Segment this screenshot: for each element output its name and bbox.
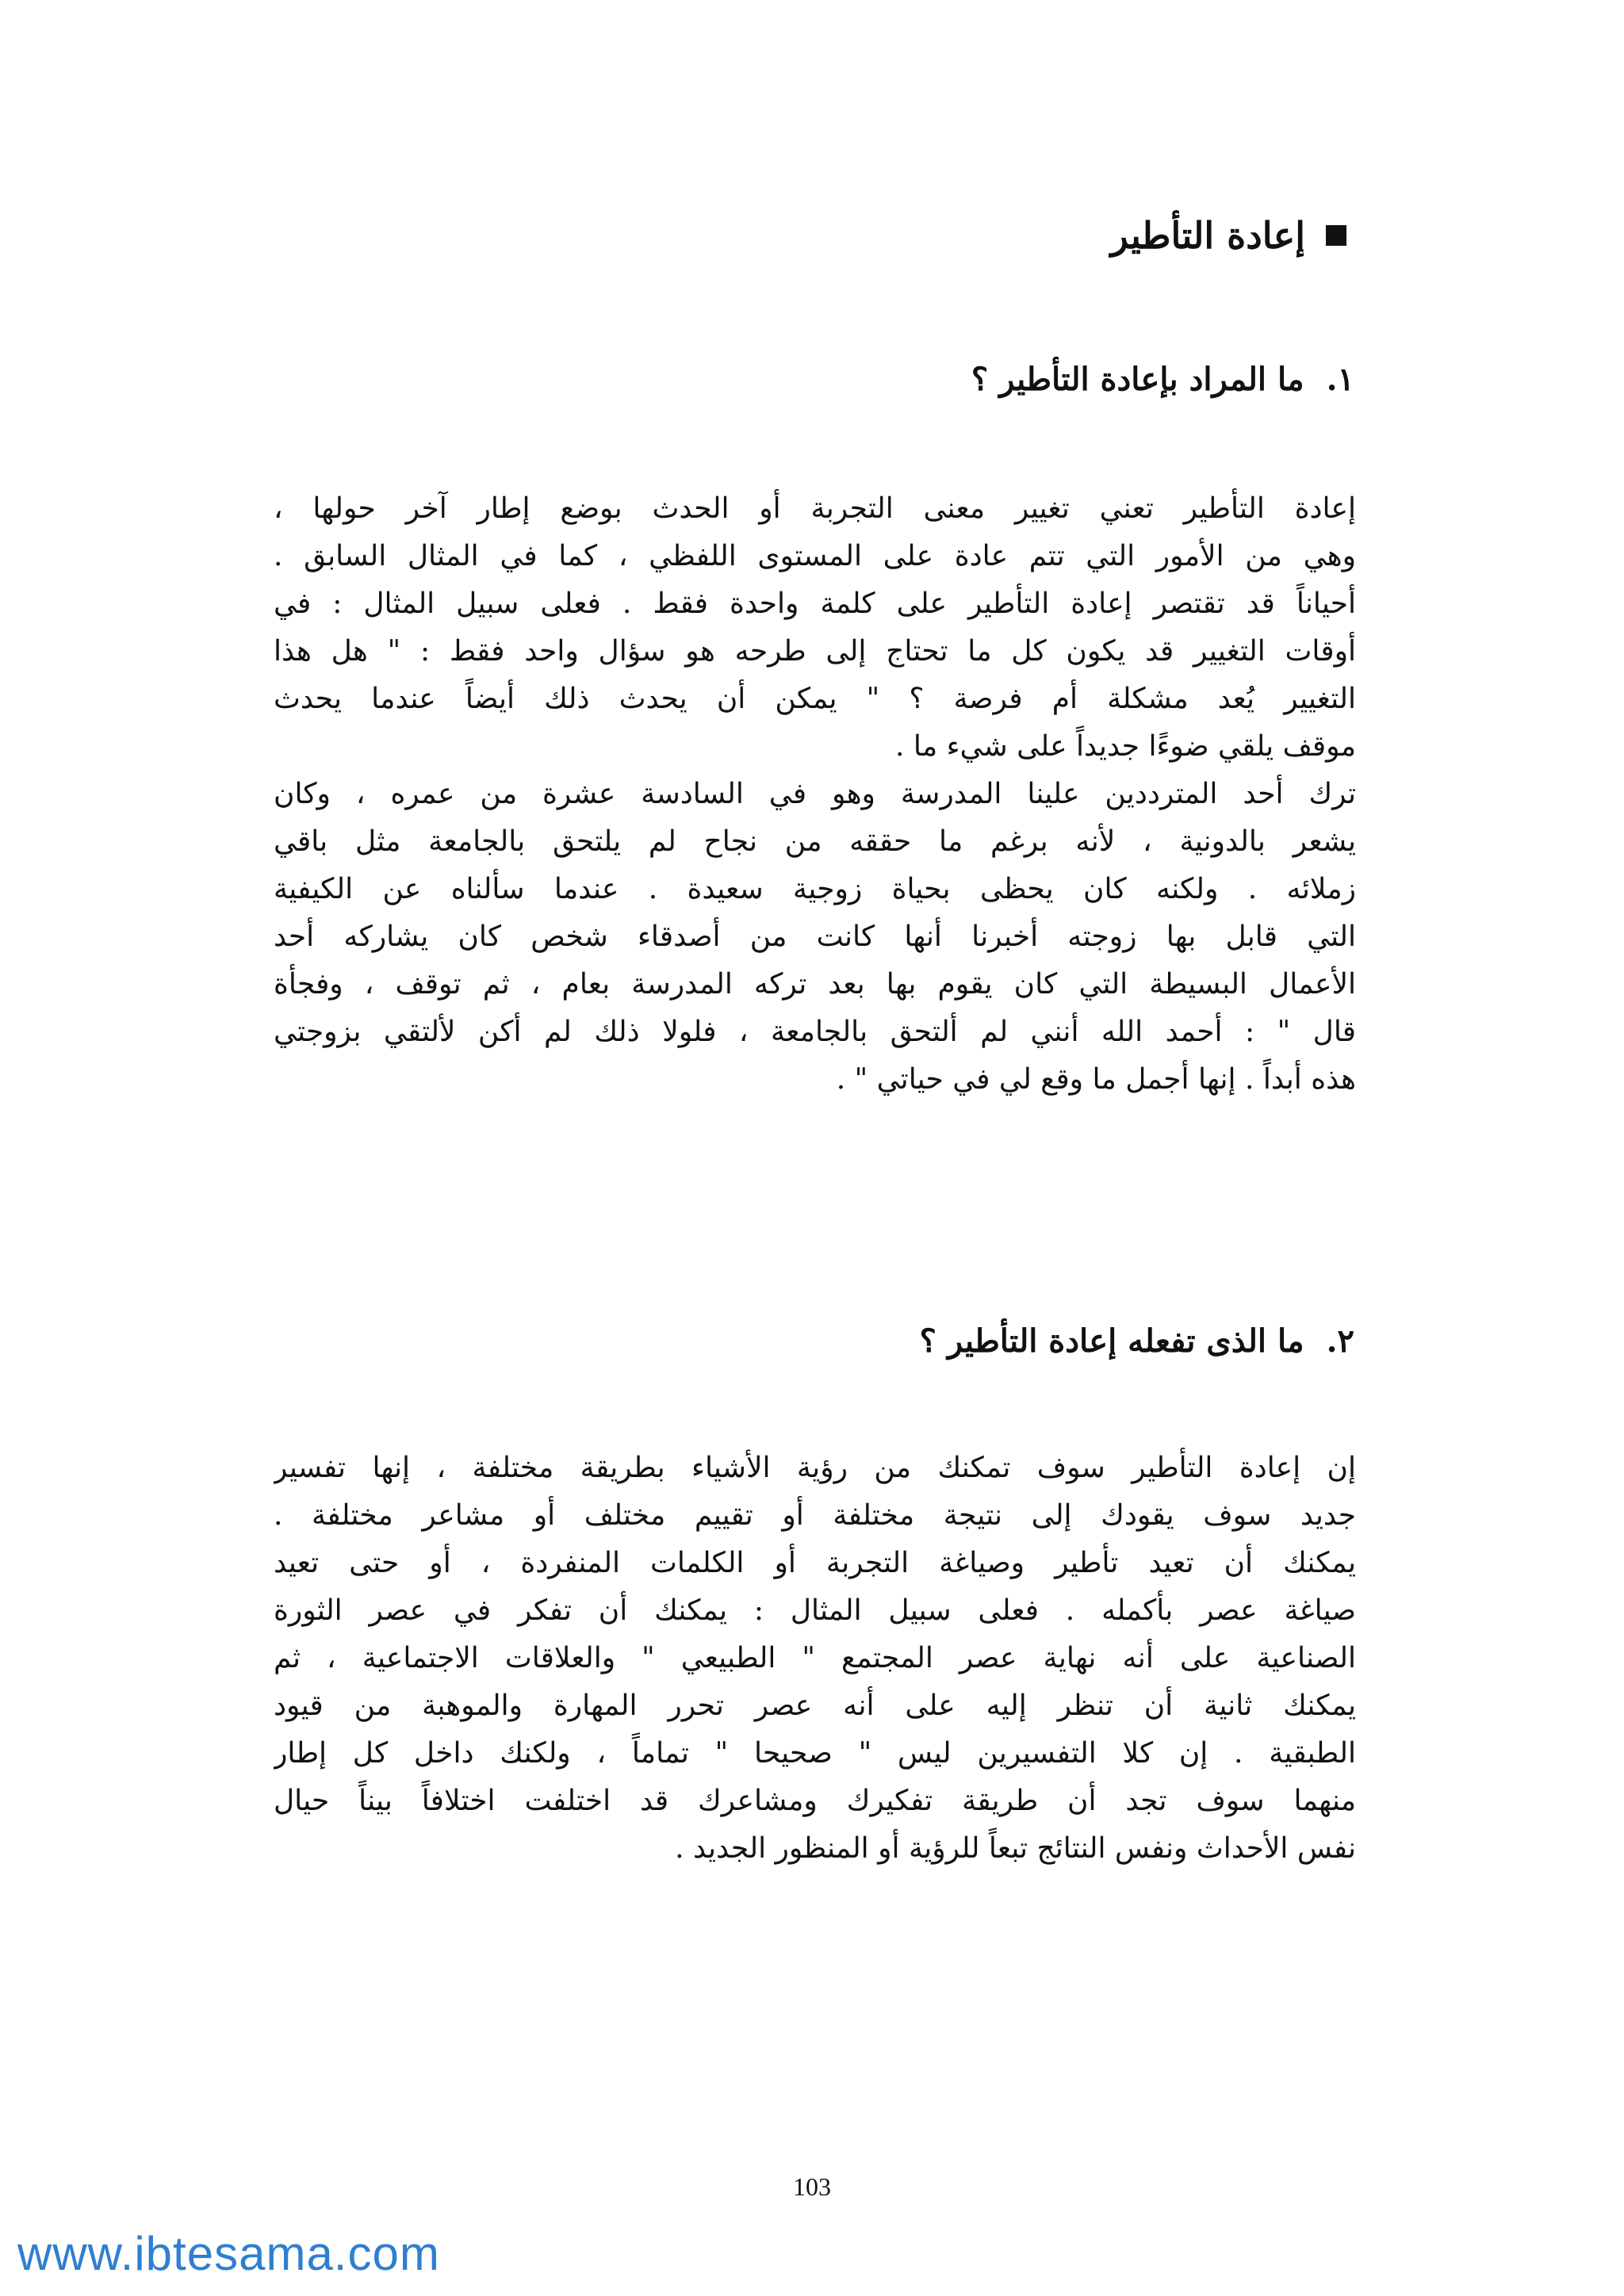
body-line: موقف يلقي ضوءًا جديداً على شيء ما . <box>895 730 1356 763</box>
body-line: زملائه . ولكنه كان يحظى بحياة زوجية سعيدة . عندما سألناه عن الكيفية <box>274 873 1356 905</box>
square-bullet-icon <box>1326 225 1346 246</box>
body-line: الطبقية . إن كلا التفسيرين ليس " صحيحا " تماماً ، ولكنك داخل كل إطار <box>274 1737 1356 1770</box>
section-heading <box>1111 214 1346 257</box>
body-line: التغيير يُعد مشكلة أم فرصة ؟ " يمكن أن يحدث ذلك أيضاً عندما يحدث <box>274 683 1356 715</box>
question-2-body <box>274 1445 1356 1873</box>
body-line: هذه أبداً . إنها أجمل ما وقع لي في حياتي " . <box>836 1063 1356 1096</box>
question-2-number: ٢. <box>1326 1322 1354 1360</box>
body-line: إن إعادة التأطير سوف تمكنك من رؤية الأشياء بطريقة مختلفة ، إنها تفسير <box>274 1452 1356 1484</box>
body-line: ترك أحد المترددين علينا المدرسة وهو في السادسة عشرة من عمره ، وكان <box>274 778 1356 810</box>
body-line: الأعمال البسيطة التي كان يقوم بها بعد تركه المدرسة بعام ، ثم توقف ، وفجأة <box>274 968 1356 1001</box>
body-line: التي قابل بها زوجته أخبرنا أنها كانت من أصدقاء شخص كان يشاركه أحد <box>274 920 1356 953</box>
body-line: قال " : أحمد الله أنني لم ألتحق بالجامعة ، فلولا ذلك لم أكن لألتقي بزوجتي <box>274 1016 1356 1048</box>
body-line: الصناعية على أنه نهاية عصر المجتمع " الطبيعي " والعلاقات الاجتماعية ، ثم <box>274 1642 1356 1674</box>
question-1-body <box>274 485 1356 1104</box>
question-2-text: ما الذى تفعله إعادة التأطير ؟ <box>919 1322 1304 1360</box>
question-1-number: ١. <box>1326 361 1354 398</box>
body-line: إعادة التأطير تعني تغيير معنى التجربة أو الحدث بوضع إطار آخر حولها ، <box>274 492 1356 525</box>
page-number: 103 <box>793 2172 831 2201</box>
body-line: أحياناً قد تقتصر إعادة التأطير على كلمة واحدة فقط . فعلى سبيل المثال : في <box>274 587 1356 620</box>
body-line: منهما سوف تجد أن طريقة تفكيرك ومشاعرك قد اختلفت اختلافاً بيناً حيال <box>274 1785 1356 1817</box>
body-line: يشعر بالدونية ، لأنه برغم ما حققه من نجاح لم يلتحق بالجامعة مثل باقي <box>274 825 1356 858</box>
body-line: يمكنك أن تعيد تأطير وصياغة التجربة أو الكلمات المنفردة ، أو حتى تعيد <box>274 1547 1356 1579</box>
body-line: وهي من الأمور التي تتم عادة على المستوى اللفظي ، كما في المثال السابق . <box>274 540 1356 572</box>
body-line: أوقات التغيير قد يكون كل ما تحتاج إلى طرحه هو سؤال واحد فقط : " هل هذا <box>274 635 1356 668</box>
section-title-text: إعادة التأطير <box>1110 214 1305 257</box>
body-line: نفس الأحداث ونفس النتائج تبعاً للرؤية أو المنظور الجديد . <box>675 1832 1356 1865</box>
question-1-heading <box>971 361 1354 398</box>
body-line: صياغة عصر بأكمله . فعلى سبيل المثال : يمكنك أن تفكر في عصر الثورة <box>274 1594 1356 1627</box>
question-2-heading <box>920 1322 1354 1360</box>
question-1-text: ما المراد بإعادة التأطير ؟ <box>971 361 1304 398</box>
website-watermark: www.ibtesama.com <box>17 2227 440 2280</box>
body-line: جديد سوف يقودك إلى نتيجة مختلفة أو تقييم مختلف أو مشاعر مختلفة . <box>274 1499 1356 1532</box>
body-line: يمكنك ثانية أن تنظر إليه على أنه عصر تحرر المهارة والموهبة من قيود <box>274 1689 1356 1722</box>
